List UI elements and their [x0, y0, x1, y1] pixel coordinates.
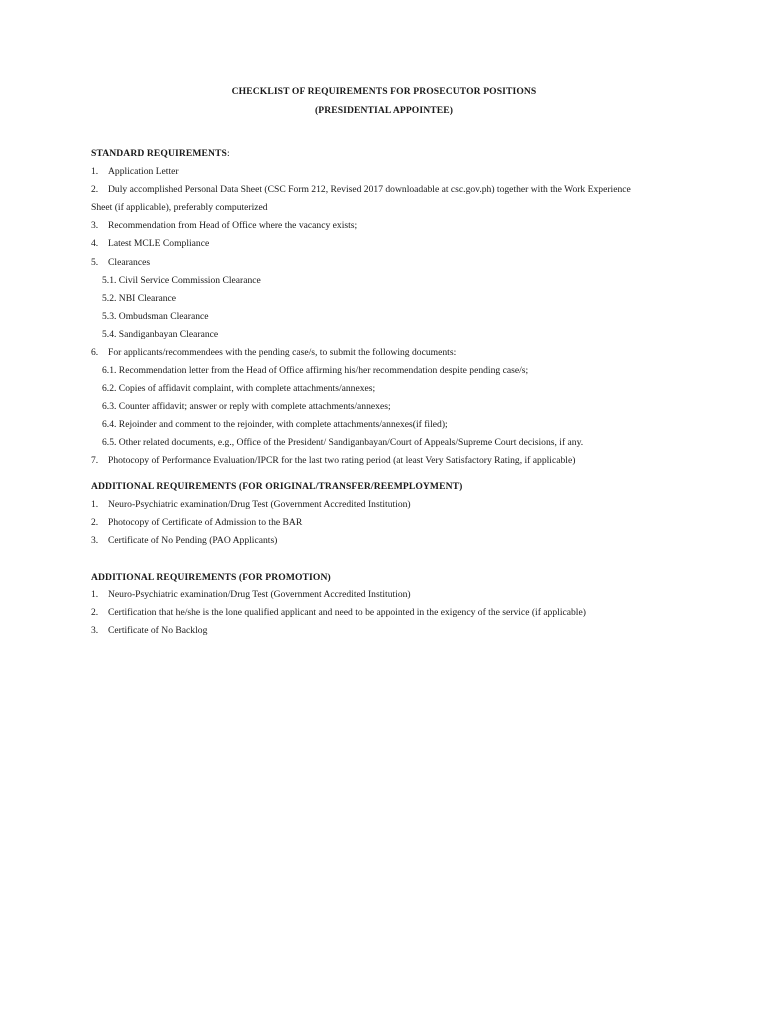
promotion-requirements-heading: ADDITIONAL REQUIREMENTS (FOR PROMOTION): [91, 572, 331, 583]
document-page: CHECKLIST OF REQUIREMENTS FOR PROSECUTOR POSITIONS (PRESIDENTIAL APPOINTEE) STANDARD REQUIREMENTS: 1. Application Letter 2. Duly accomplished Personal Data Sheet (CSC Form 212, Revised 2017 downloadable at csc.gov.ph) together with the Work Experience Sheet (if applicable), preferably computerized 3. Recommendation from Head of Office where the vacancy exists; 4. Latest MCLE Compliance 5. Clearances 5.1. Civil Service Commission Clearance 5.2. NBI Clearance 5.3. Ombudsman Clearance 5.4. Sandiganbayan Clearance 6. For applicants/recommendees with the pending case/s, to submit the following documents: 6.1. Recommendation letter from the Head of Office affirming his/her recommendation despite pending case/s; 6.2. Copies of affidavit complaint, with complete attachments/annexes; 6.3. Counter affidavit; answer or reply with complete attachments/annexes; 6.4. Rejoinder and comment to the rejoinder, with complete attachments/annexes(if filed); 6.5. Other related documents, e.g., Office of the President/ Sandiganbayan/Court of Appeals/Supreme Court decisions, if any. 7. Photocopy of Performance Evaluation/IPCR for the last two rating period (at least Very Satisfactory Rating, if applicable) ADDITIONAL REQUIREMENTS (FOR ORIGINAL/TRANSFER/REEMPLOYMENT) 1. Neuro-Psychiatric examination/Drug Test (Government Accredited Institution) 2. Photocopy of Certificate of Admission to the BAR 3. Certificate of No Pending (PAO Applicants) ADDITIONAL REQUIREMENTS (FOR PROMOTION) 1. Neuro-Psychiatric examination/Drug Test (Government Accredited Institution) 2. Certification that he/she is the lone qualified applicant and need to be appointed in the exigency of the service (if applicable) 3. Certificate of No Backlog: [0, 0, 768, 1024]
original-requirements-heading: ADDITIONAL REQUIREMENTS (FOR ORIGINAL/TRANSFER/REEMPLOYMENT): [91, 481, 463, 492]
document-title: CHECKLIST OF REQUIREMENTS FOR PROSECUTOR POSITIONS: [231, 86, 537, 97]
standard-requirements-heading: STANDARD REQUIREMENTS:: [91, 148, 230, 159]
document-subtitle: (PRESIDENTIAL APPOINTEE): [314, 105, 454, 116]
